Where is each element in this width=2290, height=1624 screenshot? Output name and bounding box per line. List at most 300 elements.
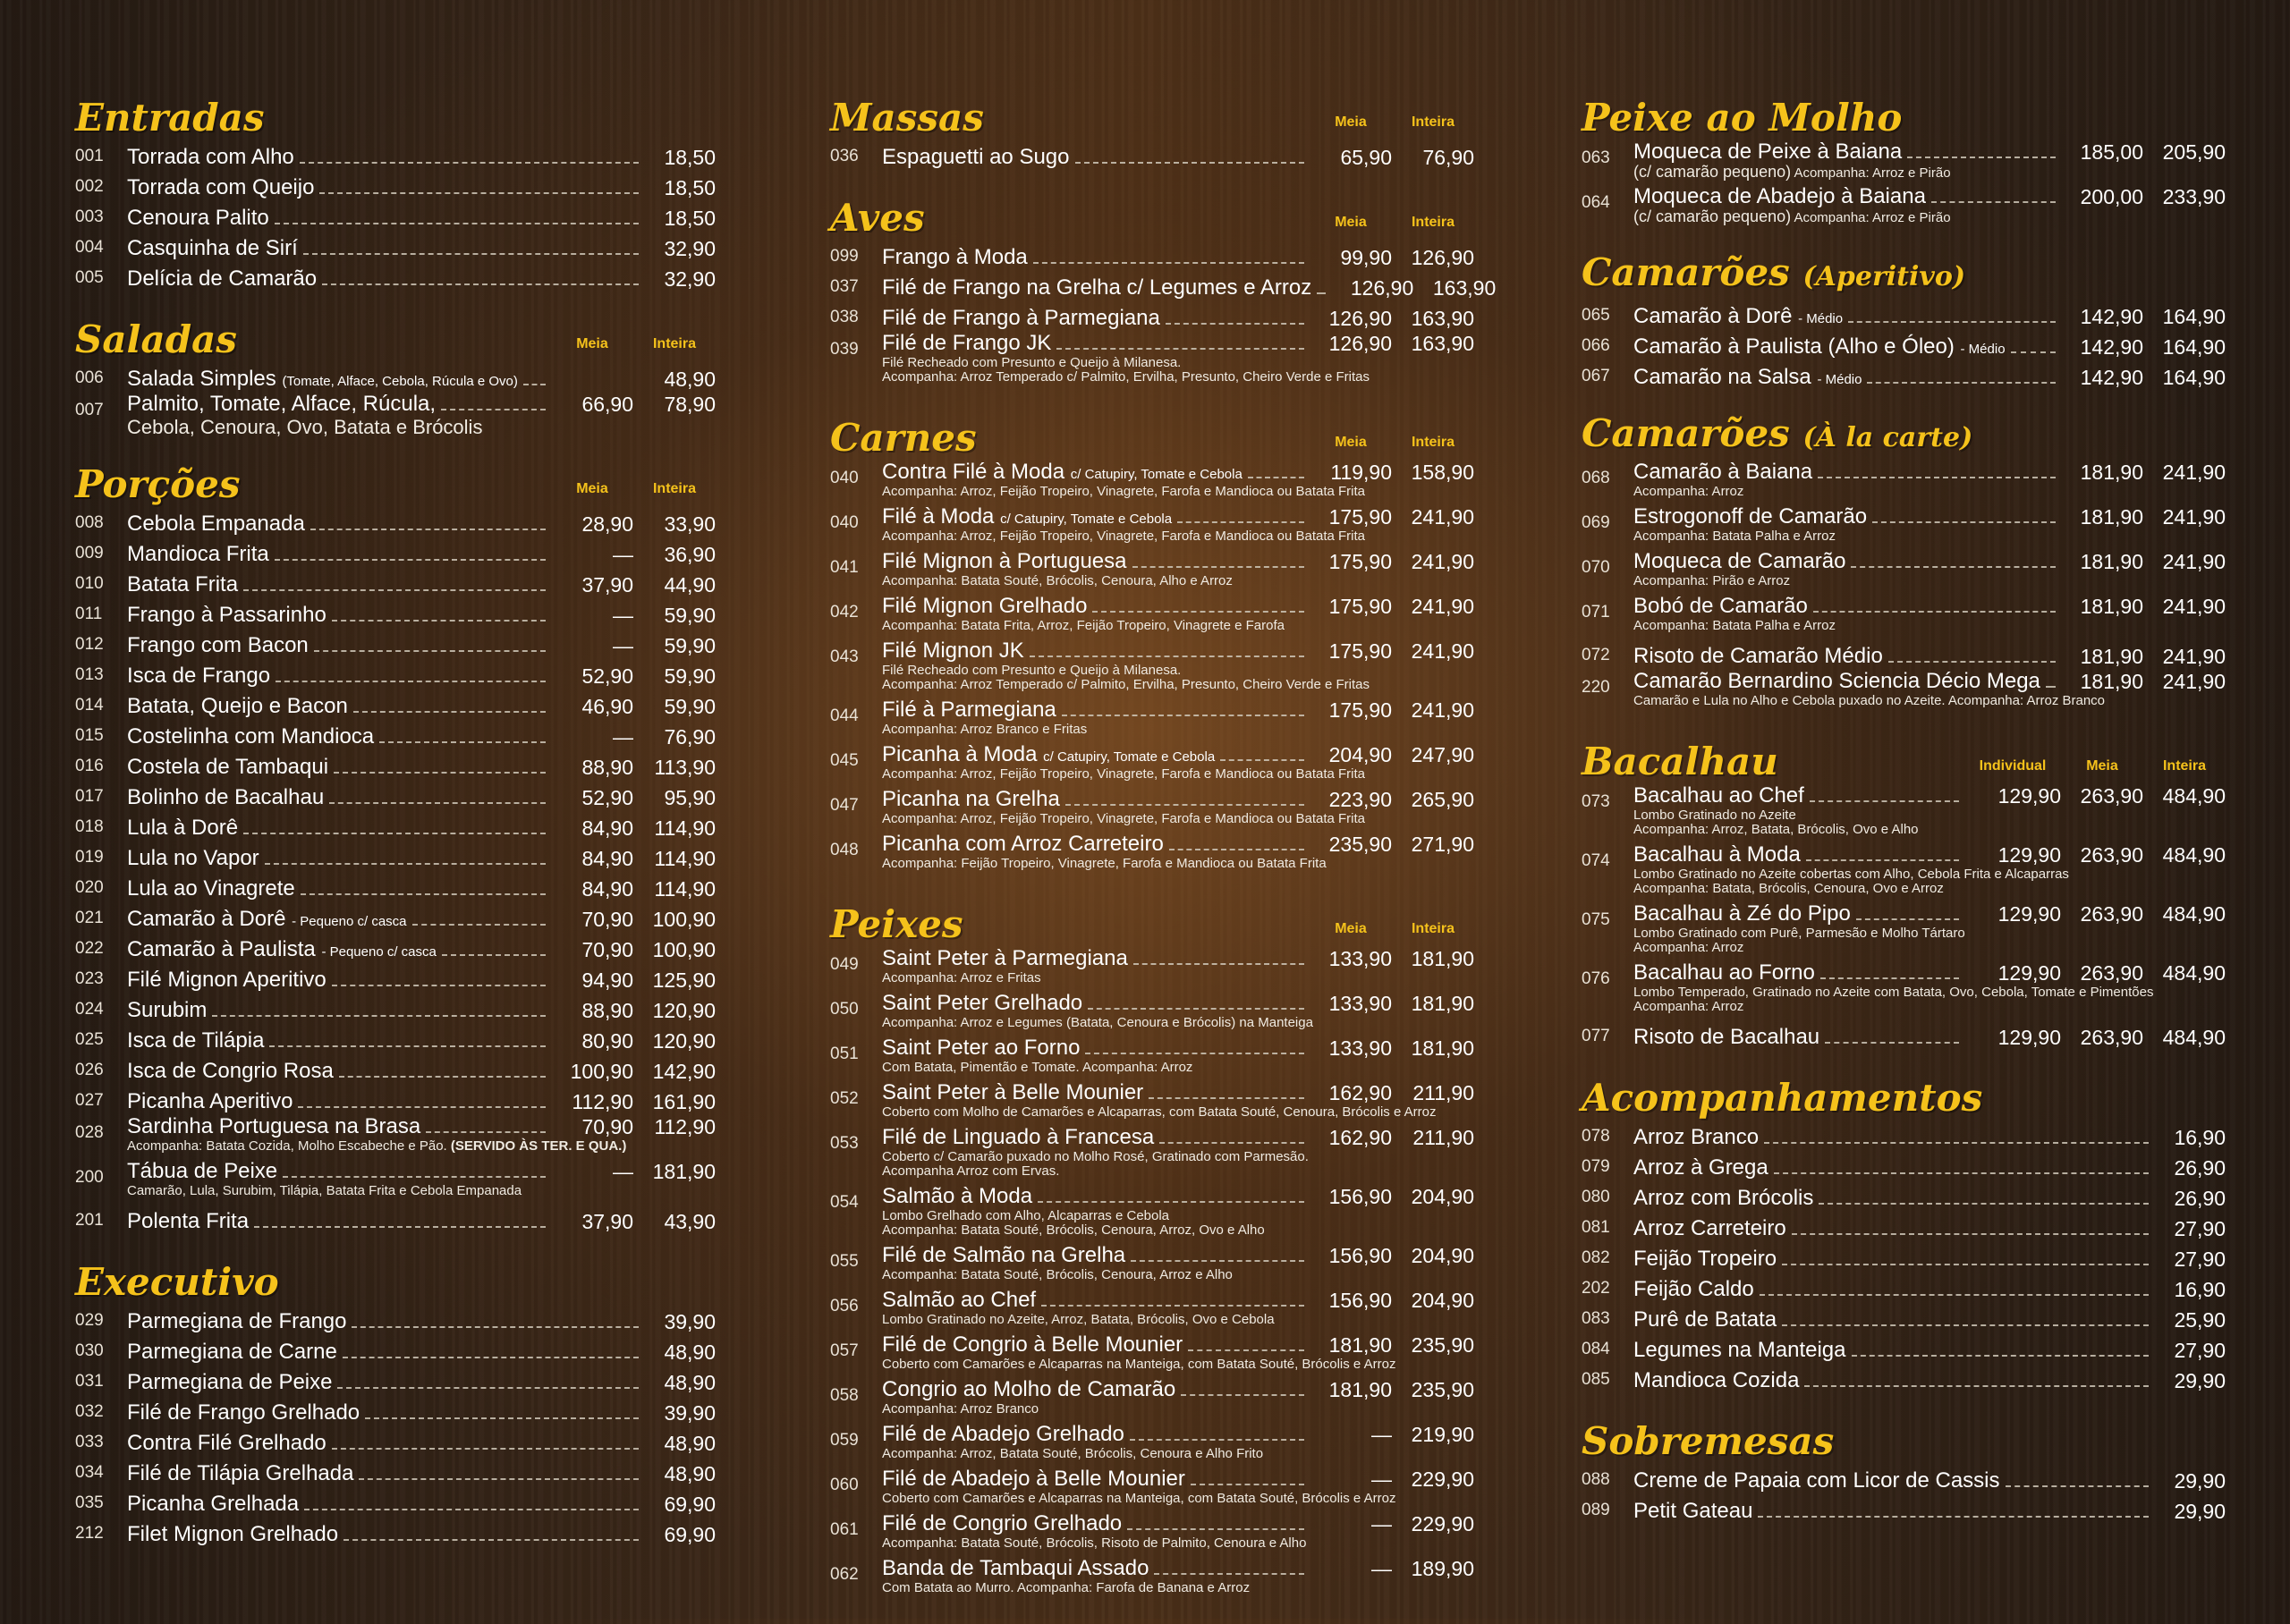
item-name-text: Sardinha Portuguesa na Brasa xyxy=(127,1114,421,1138)
dotted-leader xyxy=(2006,1485,2149,1487)
item-code: 020 xyxy=(75,878,104,897)
menu-item xyxy=(1582,460,2226,504)
item-price: 484,90 xyxy=(2162,784,2226,808)
item-price: 18,50 xyxy=(664,146,716,169)
item-line xyxy=(1633,1216,2226,1241)
item-body xyxy=(882,275,1497,300)
item-body xyxy=(1633,669,2226,708)
item-name-text: Frango à Passarinho xyxy=(127,603,327,627)
item-price: 114,90 xyxy=(654,877,716,901)
dotted-leader xyxy=(2046,686,2056,688)
item-code: 028 xyxy=(75,1123,104,1142)
item-line xyxy=(127,175,716,200)
menu-item xyxy=(75,1084,716,1114)
item-price: 16,90 xyxy=(2174,1278,2226,1301)
item-price: 112,90 xyxy=(572,1090,633,1113)
item-name-text: Salmão à Moda xyxy=(882,1184,1033,1208)
menu-item xyxy=(830,140,1474,170)
item-name xyxy=(1633,1338,1846,1363)
item-code: 049 xyxy=(830,955,859,974)
menu-item xyxy=(1582,1332,2226,1363)
item-price: 32,90 xyxy=(664,267,716,291)
dotted-leader xyxy=(1166,323,1304,325)
item-code: 054 xyxy=(830,1193,859,1212)
section-subtitle: (À la carte) xyxy=(1802,422,1973,453)
item-body xyxy=(882,1125,1474,1179)
menu-item xyxy=(830,549,1474,594)
item-body xyxy=(1633,1025,2226,1050)
item-name-text: Lula no Vapor xyxy=(127,846,259,870)
item-line xyxy=(1633,783,2226,808)
item-body xyxy=(127,1461,716,1486)
item-description xyxy=(1633,867,2226,882)
item-name xyxy=(127,542,269,567)
price-header-meia: Meia xyxy=(1335,215,1367,230)
item-line xyxy=(1633,140,2226,165)
item-code: 057 xyxy=(830,1341,859,1360)
section-header xyxy=(830,193,1474,240)
item-price: — xyxy=(613,725,633,749)
item-price: 69,90 xyxy=(664,1493,716,1516)
item-body xyxy=(1633,140,2226,181)
item-name xyxy=(882,594,1087,619)
item-name xyxy=(127,998,207,1023)
item-line xyxy=(127,206,716,231)
item-line xyxy=(882,1080,1474,1105)
item-name xyxy=(1633,783,1804,808)
item-code: 002 xyxy=(75,177,104,196)
item-name-text: Risoto de Camarão Médio xyxy=(1633,644,1883,668)
dotted-leader xyxy=(1760,1294,2149,1296)
item-price: 204,90 xyxy=(1411,1244,1474,1267)
dotted-leader xyxy=(426,1131,546,1133)
item-name xyxy=(882,1243,1125,1268)
menu-item xyxy=(75,719,716,749)
dotted-leader xyxy=(1317,292,1326,294)
item-price: 175,90 xyxy=(1328,550,1392,573)
item-name-text: Camarão Bernardino Sciencia Décio Mega xyxy=(1633,669,2040,693)
item-price: 32,90 xyxy=(664,237,716,260)
item-description xyxy=(882,1105,1474,1120)
item-code: 010 xyxy=(75,574,104,593)
item-price: 163,90 xyxy=(1432,276,1497,300)
menu-item xyxy=(830,300,1474,331)
menu-item xyxy=(1582,960,2226,1019)
item-description-text: Acompanha: Arroz e Fritas xyxy=(882,970,1041,985)
item-name xyxy=(1633,1155,1768,1180)
item-name xyxy=(127,1461,353,1486)
item-code: 039 xyxy=(830,340,859,359)
item-body xyxy=(127,816,716,841)
item-price: 29,90 xyxy=(2174,1500,2226,1523)
dotted-leader xyxy=(275,223,639,224)
dotted-leader xyxy=(1248,477,1304,478)
item-body xyxy=(127,542,716,567)
item-price: 181,90 xyxy=(2080,461,2143,484)
menu-section-massas xyxy=(830,93,1474,170)
item-body xyxy=(882,991,1474,1030)
item-line xyxy=(127,1370,716,1395)
menu-item xyxy=(75,993,716,1023)
item-line xyxy=(1633,1468,2226,1493)
section-header xyxy=(75,460,716,506)
item-name-text: Camarão na Salsa xyxy=(1633,365,1811,389)
item-name xyxy=(1633,644,1883,669)
dotted-leader xyxy=(412,924,546,926)
item-line xyxy=(1633,960,2226,985)
section-header xyxy=(1582,413,2226,460)
item-price: 113,90 xyxy=(654,756,716,779)
item-name xyxy=(1633,1025,1819,1050)
item-body xyxy=(127,572,716,597)
item-description-text: Coberto com Camarões e Alcaparras na Manteiga, com Batata Souté, Brócolis e Arroz xyxy=(882,1357,1396,1372)
item-note: (Tomate, Alface, Cebola, Rúcula e Ovo) xyxy=(282,374,518,389)
item-price: 263,90 xyxy=(2080,1026,2143,1049)
menu-item xyxy=(75,200,716,231)
menu-section-bacalhau xyxy=(1582,737,2226,1050)
item-description xyxy=(127,1139,716,1154)
item-line xyxy=(127,236,716,261)
menu-item xyxy=(1582,842,2226,901)
item-name xyxy=(127,1522,338,1547)
item-code: 063 xyxy=(1582,148,1610,167)
dotted-leader xyxy=(1149,1097,1304,1099)
item-code: 047 xyxy=(830,796,859,815)
item-body xyxy=(1633,1216,2226,1241)
item-price: 263,90 xyxy=(2080,961,2143,985)
item-code: 044 xyxy=(830,706,859,725)
item-name xyxy=(1633,960,1815,985)
item-description xyxy=(882,1536,1474,1551)
item-price: 88,90 xyxy=(581,756,633,779)
item-price: 39,90 xyxy=(664,1310,716,1333)
dotted-leader xyxy=(1852,1355,2150,1357)
item-price: 263,90 xyxy=(2080,843,2143,867)
dotted-leader xyxy=(1774,1172,2149,1174)
item-name-text: Bacalhau ao Forno xyxy=(1633,960,1815,985)
item-line xyxy=(882,306,1474,331)
item-name-text: Casquinha de Sirí xyxy=(127,236,298,260)
item-body xyxy=(127,937,716,962)
item-body xyxy=(1633,504,2226,544)
item-name xyxy=(127,512,305,537)
item-description-text: Cebola, Cenoura, Ovo, Batata e Brócolis xyxy=(127,416,483,438)
item-line xyxy=(882,594,1474,619)
item-line xyxy=(882,991,1474,1016)
item-name-text: Filé de Frango na Grelha c/ Legumes e Arroz xyxy=(882,275,1312,300)
item-price: 69,90 xyxy=(664,1523,716,1546)
menu-item xyxy=(1582,1272,2226,1302)
item-code: 026 xyxy=(75,1061,104,1079)
item-price: 181,90 xyxy=(652,1160,716,1183)
item-line xyxy=(882,1467,1474,1492)
item-price: — xyxy=(613,604,633,627)
price-header-meia: Meia xyxy=(576,481,608,496)
item-code: 075 xyxy=(1582,910,1610,929)
item-name xyxy=(882,698,1056,723)
dotted-leader xyxy=(1848,321,2056,323)
item-price: 70,90 xyxy=(581,938,633,961)
item-name-text: Batata Frita xyxy=(127,572,239,596)
item-name-text: Moqueca de Abadejo à Baiana xyxy=(1633,184,1926,208)
item-line xyxy=(882,1036,1474,1061)
item-description-text: Filé Recheado com Presunto e Queijo à Milanesa. xyxy=(882,663,1182,678)
item-body xyxy=(127,1431,716,1456)
section-title xyxy=(75,463,551,506)
dotted-leader xyxy=(301,893,546,895)
item-price: 271,90 xyxy=(1411,833,1474,856)
dotted-leader xyxy=(1033,262,1304,264)
dotted-leader xyxy=(329,802,546,804)
item-name xyxy=(127,1370,332,1395)
item-description xyxy=(882,767,1474,782)
item-code: 017 xyxy=(75,787,104,806)
item-name-text: Torrada com Queijo xyxy=(127,175,315,199)
item-line xyxy=(127,846,716,871)
item-code: 008 xyxy=(75,513,104,532)
item-name xyxy=(1633,1307,1777,1332)
item-name-text: Bolinho de Bacalhau xyxy=(127,785,325,809)
dotted-leader xyxy=(276,681,546,682)
item-line xyxy=(882,946,1474,971)
menu-item xyxy=(75,749,716,780)
item-description-text: Acompanha: Batata Souté, Brócolis, Cenoura, Alho e Arroz xyxy=(882,573,1233,588)
item-name-text: Picanha na Grelha xyxy=(882,787,1060,811)
item-price: 181,90 xyxy=(2080,505,2143,529)
item-body xyxy=(127,1089,716,1114)
item-name-text: Filé de Congrio Grelhado xyxy=(882,1511,1123,1535)
item-code: 050 xyxy=(830,1000,859,1019)
item-description xyxy=(1633,165,2226,181)
item-name-text: Filé de Frango Grelhado xyxy=(127,1400,360,1425)
dotted-leader xyxy=(303,253,639,255)
item-line xyxy=(127,724,716,749)
item-name-text: Estrogonoff de Camarão xyxy=(1633,504,1868,529)
item-line xyxy=(1633,1025,2226,1050)
item-name xyxy=(882,1377,1175,1402)
item-price: 164,90 xyxy=(2162,305,2226,328)
item-line xyxy=(127,816,716,841)
item-description-text: Coberto com Camarões e Alcaparras na Manteiga, com Batata Souté, Brócolis e Arroz xyxy=(882,1491,1396,1506)
item-body xyxy=(127,846,716,871)
dotted-leader xyxy=(1191,1484,1304,1485)
item-line xyxy=(1633,1155,2226,1180)
item-line xyxy=(1633,460,2226,485)
item-description-text: Acompanha: Batata Palha e Arroz xyxy=(1633,618,1836,633)
item-body xyxy=(127,367,716,392)
item-name-text: Petit Gateau xyxy=(1633,1499,1753,1523)
menu-section-entradas xyxy=(75,93,716,292)
item-price: 16,90 xyxy=(2174,1126,2226,1149)
menu-item xyxy=(1582,1463,2226,1493)
item-name-text: Contra Filé Grelhado xyxy=(127,1431,327,1455)
price-header-meia: Meia xyxy=(1335,435,1367,450)
section-title-text: Bacalhau xyxy=(1582,740,1778,783)
dotted-leader xyxy=(1038,1201,1304,1203)
item-price: 156,90 xyxy=(1328,1289,1392,1312)
item-body xyxy=(127,1209,716,1234)
menu-item xyxy=(830,1467,1474,1511)
dotted-leader xyxy=(1810,800,1959,802)
item-name-text: Bobó de Camarão xyxy=(1633,594,1808,618)
item-code: 031 xyxy=(75,1372,104,1391)
item-body xyxy=(1633,1468,2226,1493)
item-name xyxy=(1633,140,1902,165)
item-price: — xyxy=(1371,1557,1392,1580)
item-price: 114,90 xyxy=(654,816,716,840)
menu-item xyxy=(75,1365,716,1395)
item-name-text: Congrio ao Molho de Camarão xyxy=(882,1377,1176,1401)
item-line xyxy=(1633,842,2226,867)
menu-item xyxy=(1582,549,2226,594)
menu-item xyxy=(830,1243,1474,1288)
item-name xyxy=(127,1028,264,1053)
item-line xyxy=(882,1288,1474,1313)
item-name-text: Contra Filé à Moda xyxy=(882,460,1065,484)
item-name-text: Filet Mignon Grelhado xyxy=(127,1522,339,1546)
dotted-leader xyxy=(1825,1042,1959,1044)
item-name xyxy=(127,1114,420,1139)
menu-item xyxy=(830,1332,1474,1377)
item-name-text: Saint Peter à Belle Mounier xyxy=(882,1080,1144,1104)
dotted-leader xyxy=(1065,804,1304,806)
price-header-inteira: Inteira xyxy=(1411,114,1455,130)
price-header-inteira: Inteira xyxy=(1411,435,1455,450)
dotted-leader xyxy=(339,1076,546,1078)
dotted-leader xyxy=(1888,661,2056,663)
item-price: 162,90 xyxy=(1328,1081,1392,1104)
item-price: 241,90 xyxy=(1411,550,1474,573)
item-body xyxy=(127,907,716,932)
menu-item xyxy=(75,1304,716,1334)
section-title-text: Camarões xyxy=(1582,411,1790,455)
menu-section-executivo xyxy=(75,1257,716,1547)
item-body xyxy=(1633,1338,2226,1363)
item-name-text: Saint Peter Grelhado xyxy=(882,991,1083,1015)
item-price: 200,00 xyxy=(2080,185,2143,208)
item-name-text: Batata, Queijo e Bacon xyxy=(127,694,348,718)
menu-item xyxy=(75,506,716,537)
item-code: 040 xyxy=(830,469,859,487)
item-name-text: Parmegiana de Carne xyxy=(127,1340,337,1364)
dotted-leader xyxy=(300,162,639,164)
item-description-text: Camarão e Lula no Alho e Cebola puxado no Azeite. Acompanha: Arroz Branco xyxy=(1633,693,2106,708)
menu-item xyxy=(830,742,1474,787)
item-name xyxy=(1633,460,1812,485)
item-name xyxy=(127,367,518,392)
menu-item xyxy=(75,658,716,689)
item-body xyxy=(882,1467,1474,1506)
item-price: 59,90 xyxy=(664,634,716,657)
item-body xyxy=(882,698,1474,737)
item-price: 26,90 xyxy=(2174,1156,2226,1180)
item-name-text: Purê de Batata xyxy=(1633,1307,1777,1332)
dotted-leader xyxy=(1782,1324,2149,1326)
item-price: 142,90 xyxy=(652,1060,716,1083)
item-price: 162,90 xyxy=(1328,1126,1392,1149)
item-price: 125,90 xyxy=(652,968,716,992)
item-description-text: Acompanha: Arroz e Pirão xyxy=(1794,210,1951,225)
item-name xyxy=(127,633,309,658)
menu-item xyxy=(75,140,716,170)
item-name xyxy=(127,1209,249,1234)
menu-item xyxy=(1582,504,2226,549)
item-price: 70,90 xyxy=(581,1115,633,1138)
price-header-meia: Meia xyxy=(1335,921,1367,936)
item-description-text: Coberto com Molho de Camarões e Alcaparras, com Batata Souté, Cenoura, Brócolis e Arroz xyxy=(882,1104,1437,1120)
menu-item xyxy=(830,698,1474,742)
item-price: — xyxy=(1371,1468,1392,1491)
item-description-text: Acompanha: Feijão Tropeiro, Vinagrete, Farofa e Mandioca ou Batata Frita xyxy=(882,856,1327,871)
item-name-text: Lula ao Vinagrete xyxy=(127,876,295,901)
item-body xyxy=(127,236,716,261)
item-body xyxy=(1633,334,2226,359)
menu-item xyxy=(1582,299,2226,329)
menu-section-peixes xyxy=(830,900,1474,1601)
item-code: 065 xyxy=(1582,306,1610,325)
menu-item xyxy=(830,1422,1474,1467)
item-body xyxy=(1633,1368,2226,1393)
menu-item xyxy=(1582,359,2226,390)
item-price: 78,90 xyxy=(664,393,716,416)
item-line xyxy=(1633,1125,2226,1150)
item-description-text: Acompanha: Batata Cozida, Molho Escabeche e Pão. xyxy=(127,1138,447,1154)
item-name xyxy=(882,1511,1122,1536)
item-body xyxy=(127,603,716,628)
item-name xyxy=(127,816,238,841)
item-body xyxy=(127,724,716,749)
dotted-leader xyxy=(352,1326,639,1328)
item-body xyxy=(882,787,1474,826)
item-body xyxy=(127,876,716,901)
item-code: 079 xyxy=(1582,1157,1610,1176)
item-body xyxy=(882,1511,1474,1551)
item-code: 083 xyxy=(1582,1309,1610,1328)
item-line xyxy=(127,367,716,392)
dotted-leader xyxy=(1758,1516,2149,1518)
item-code: 042 xyxy=(830,603,859,622)
item-name-text: Polenta Frita xyxy=(127,1209,250,1233)
item-name xyxy=(127,1431,327,1456)
item-line xyxy=(127,1461,716,1486)
item-name xyxy=(1633,504,1867,529)
menu-item xyxy=(75,1023,716,1053)
item-description-text: Lombo Gratinado com Purê, Parmesão e Molho Tártaro xyxy=(1633,926,1965,941)
item-name-text: Feijão Tropeiro xyxy=(1633,1247,1777,1271)
item-price: 52,90 xyxy=(581,664,633,688)
menu-item xyxy=(75,261,716,292)
item-price: 18,50 xyxy=(664,207,716,230)
item-name xyxy=(127,266,317,292)
item-description xyxy=(882,664,1474,678)
item-price: 204,90 xyxy=(1328,743,1392,766)
item-description-text: Lombo Grelhado com Alho, Alcaparras e Cebola xyxy=(882,1208,1170,1223)
item-name xyxy=(127,907,407,932)
item-name-text: Mandioca Cozida xyxy=(1633,1368,1800,1392)
item-name-text: Saint Peter ao Forno xyxy=(882,1036,1081,1060)
item-description-text: Acompanha: Arroz Branco e Fritas xyxy=(882,722,1088,737)
item-description-text: Acompanha: Arroz xyxy=(1633,484,1744,499)
menu-item xyxy=(75,1425,716,1456)
item-code: 088 xyxy=(1582,1470,1610,1489)
item-code: 005 xyxy=(75,268,104,287)
item-description-line-2: Acompanha: Batata, Brócolis, Cenoura, Ovo e Arroz xyxy=(1633,881,1944,896)
item-price: 484,90 xyxy=(2162,843,2226,867)
item-body xyxy=(1633,644,2226,669)
item-body xyxy=(882,245,1474,270)
item-line xyxy=(882,1184,1474,1209)
item-code: 048 xyxy=(830,841,859,859)
